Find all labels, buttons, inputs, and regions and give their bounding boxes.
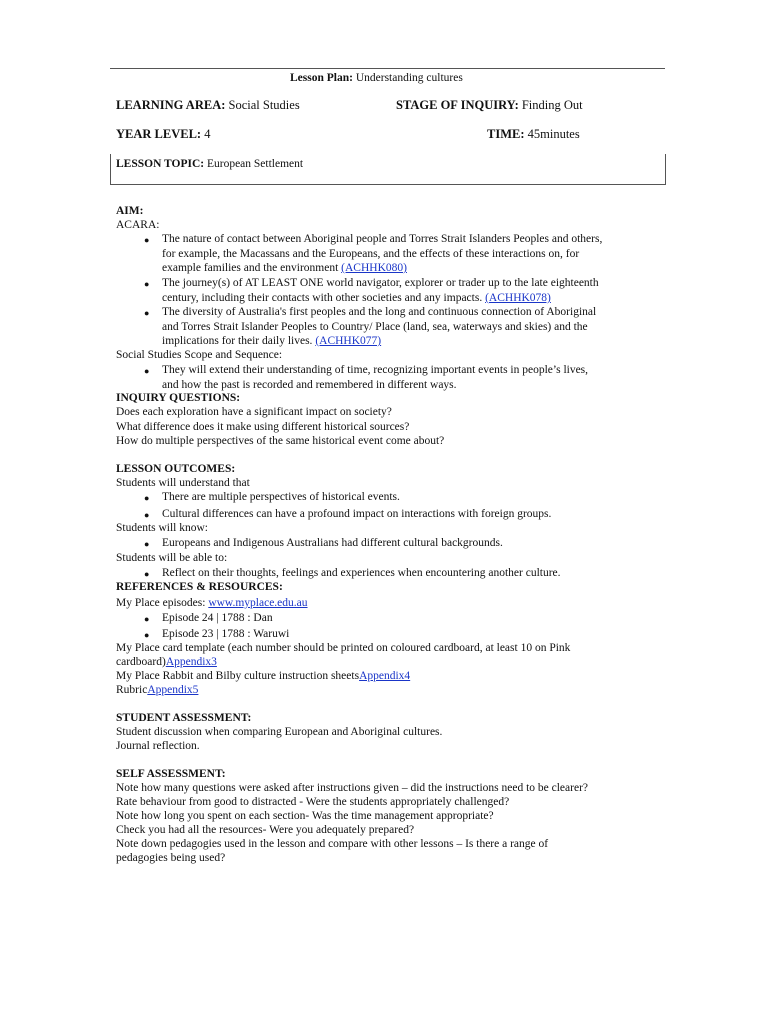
year-level-value: 4: [204, 127, 211, 141]
rubric-text: Rubric: [116, 684, 148, 696]
lesson-topic: [116, 157, 303, 172]
bullet-icon: ●: [144, 279, 150, 289]
self-assessment-line-3: Note how long you spent on each section- Was the time management appropriate?: [116, 810, 494, 822]
inquiry-question-1: Does each exploration have a significant impact on society?: [116, 406, 392, 418]
bullet-icon: ●: [144, 235, 150, 245]
bullet-icon: ●: [144, 569, 150, 579]
bullet-icon: ●: [144, 539, 150, 549]
references-heading: REFERENCES & RESOURCES:: [116, 581, 283, 593]
bullet-icon: ●: [144, 614, 150, 624]
episode-item-1: Episode 24 | 1788 : Dan: [162, 612, 273, 624]
inquiry-question-3: How do multiple perspectives of the same historical event come about?: [116, 435, 445, 447]
outcomes-heading: LESSON OUTCOMES:: [116, 463, 236, 475]
stage-of-inquiry: [396, 98, 583, 113]
aim-bullet-3-line-3: [162, 334, 381, 349]
time-value: 45minutes: [527, 127, 580, 141]
understand-item-1: There are multiple perspectives of historical events.: [162, 491, 400, 503]
aim-bullet-2-text: century, including their contacts with other societies and any impacts.: [162, 292, 483, 304]
able-item-1: Reflect on their thoughts, feelings and experiences when encountering another culture.: [162, 567, 561, 579]
aim-bullet-3-line-1: The diversity of Australia's first peoples and the long and continuous connection of Aboriginal: [162, 306, 597, 318]
lesson-plan-title: [290, 71, 463, 86]
bullet-icon: ●: [144, 493, 150, 503]
self-assessment-line-1: Note how many questions were asked after instructions given – did the instructions need to be clearer?: [116, 782, 588, 794]
achhk077-link[interactable]: (ACHHK077): [315, 335, 382, 347]
inquiry-heading: INQUIRY QUESTIONS:: [116, 392, 241, 404]
learning-area: [116, 98, 300, 113]
students-understand-label: Students will understand that: [116, 477, 250, 489]
learning-area-value: Social Studies: [228, 98, 300, 112]
stage-label: STAGE OF INQUIRY:: [396, 98, 519, 112]
aim-bullet-2-line-2: [162, 291, 551, 306]
aim-bullet-3-line-2: and Torres Strait Islander Peoples to Country/ Place (land, sea, waterways and skies) and the: [162, 321, 588, 333]
self-assessment-line-4: Check you had all the resources- Were you adequately prepared?: [116, 824, 415, 836]
time-label: TIME:: [487, 127, 525, 141]
scope-sequence-label: Social Studies Scope and Sequence:: [116, 349, 283, 361]
card-template-line-1: My Place card template (each number should be printed on coloured cardboard, at least 10 on Pink: [116, 642, 571, 654]
scope-bullet-line-2: and how the past is recorded and remembered in different ways.: [162, 379, 457, 391]
aim-bullet-1-text: example families and the environment: [162, 262, 339, 274]
rabbit-bilby-text: My Place Rabbit and Bilby culture instruction sheets: [116, 670, 360, 682]
aim-bullet-1-line-3: [162, 261, 407, 276]
aim-bullet-2-line-1: The journey(s) of AT LEAST ONE world navigator, explorer or trader up to the late eighteenth: [162, 277, 599, 289]
lesson-plan-value: Understanding cultures: [355, 72, 463, 84]
year-level: [116, 127, 210, 142]
achhk080-link[interactable]: (ACHHK080): [341, 262, 407, 274]
episodes-label: My Place episodes:: [116, 597, 209, 609]
year-level-label: YEAR LEVEL:: [116, 127, 202, 141]
self-assessment-line-6: pedagogies being used?: [116, 852, 226, 864]
rubric-line: [116, 683, 198, 698]
bullet-icon: ●: [144, 630, 150, 640]
understand-item-2: Cultural differences can have a profound impact on interactions with foreign groups.: [162, 508, 552, 520]
students-know-label: Students will know:: [116, 522, 209, 534]
myplace-website-link[interactable]: www.myplace.edu.au: [208, 597, 308, 609]
self-assessment-line-5: Note down pedagogies used in the lesson and compare with other lessons – Is there a range of: [116, 838, 549, 850]
lesson-topic-label: LESSON TOPIC:: [116, 158, 205, 170]
bullet-icon: ●: [144, 510, 150, 520]
inquiry-question-2: What difference does it make using different historical sources?: [116, 421, 410, 433]
students-able-label: Students will be able to:: [116, 552, 228, 564]
rabbit-bilby-line: [116, 669, 410, 684]
student-assessment-heading: STUDENT ASSESSMENT:: [116, 712, 252, 724]
episode-item-2: Episode 23 | 1788 : Waruwi: [162, 628, 290, 640]
appendix5-link[interactable]: Appendix5: [147, 684, 199, 696]
know-item-1: Europeans and Indigenous Australians had different cultural backgrounds.: [162, 537, 503, 549]
aim-bullet-1-line-1: The nature of contact between Aboriginal people and Torres Strait Islanders Peoples and others,: [162, 233, 603, 245]
scope-bullet-line-1: They will extend their understanding of time, recognizing important events in people’s lives,: [162, 364, 589, 376]
lesson-topic-value: European Settlement: [206, 158, 304, 170]
lesson-plan-label: Lesson Plan:: [290, 72, 353, 84]
learning-area-label: LEARNING AREA:: [116, 98, 226, 112]
aim-bullet-1-line-2: for example, the Macassans and the Europeans, and the effects of these interactions on, for: [162, 248, 580, 260]
self-assessment-line-2: Rate behaviour from good to distracted - Were the students appropriately challenged?: [116, 796, 510, 808]
self-assessment-heading: SELF ASSESSMENT:: [116, 768, 226, 780]
appendix4-link[interactable]: Appendix4: [359, 670, 411, 682]
aim-bullet-3-text: implications for their daily lives.: [162, 335, 313, 347]
bullet-icon: ●: [144, 308, 150, 318]
top-rule: [110, 68, 665, 69]
aim-heading: AIM:: [116, 205, 144, 217]
my-place-episodes: [116, 596, 308, 611]
appendix3-link[interactable]: Appendix3: [165, 656, 217, 668]
stage-value: Finding Out: [521, 98, 583, 112]
achhk078-link[interactable]: (ACHHK078): [485, 292, 551, 304]
student-assessment-line-2: Journal reflection.: [116, 740, 200, 752]
card-template-text: cardboard): [116, 656, 166, 668]
acara-label: ACARA:: [116, 219, 160, 231]
student-assessment-line-1: Student discussion when comparing European and Aboriginal cultures.: [116, 726, 443, 738]
card-template-line-2: [116, 655, 217, 670]
bullet-icon: ●: [144, 366, 150, 376]
time: [487, 127, 580, 142]
